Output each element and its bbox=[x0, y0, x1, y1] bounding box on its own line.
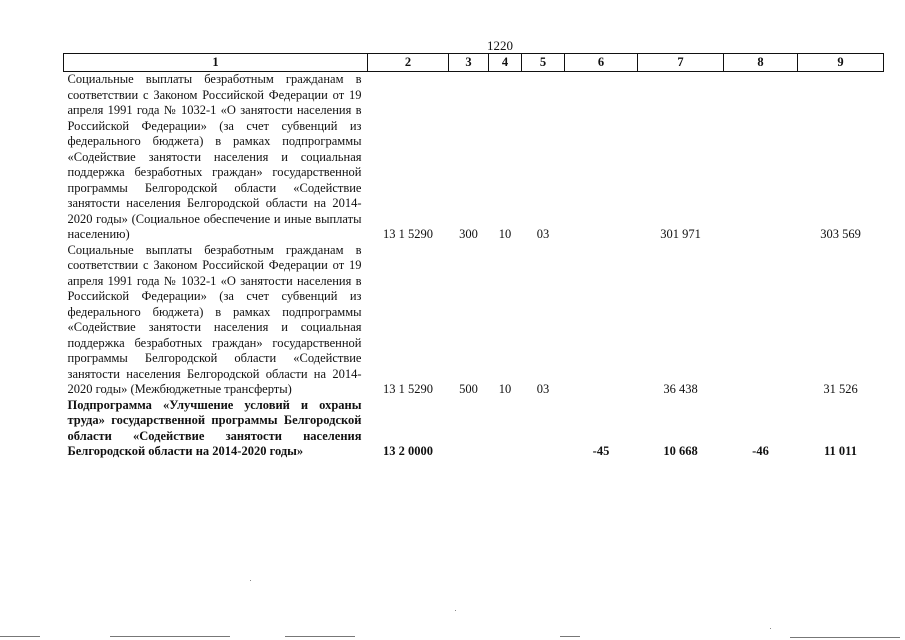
column-header: 6 bbox=[565, 54, 638, 72]
column-header: 3 bbox=[449, 54, 489, 72]
column-header: 5 bbox=[522, 54, 565, 72]
expense-type: 500 bbox=[459, 382, 478, 396]
section: 10 bbox=[498, 382, 512, 396]
change-2017 bbox=[724, 243, 798, 398]
column-header: 1 bbox=[64, 54, 368, 72]
expense-type: 300 bbox=[459, 227, 478, 241]
expense-type bbox=[449, 398, 489, 460]
subsection: 03 bbox=[536, 382, 550, 396]
row-name: Социальные выплаты безработным гражданам в соответствии с Законом Российской Федерации от 19 апреля 1991 года № 1032-1 «О занятости населения в Российской Федерации» (за счет субвенций из федерального бюджета) в рамках подпрограммы «Содействие занятости населения и социальная поддержка безработных граждан» государственной программы Белгородской области «Содействие занятости населения Белгородской области на 2014-2020 годы» (Межбюджетные трансферты) bbox=[67, 242, 362, 396]
table-row bbox=[64, 72, 884, 243]
amount-2016: 301 971 bbox=[660, 227, 701, 241]
table-header-row bbox=[64, 54, 884, 72]
column-header: 2 bbox=[368, 54, 449, 72]
scan-artifact bbox=[0, 636, 40, 637]
scan-speck bbox=[250, 580, 251, 581]
change-2017 bbox=[724, 72, 798, 243]
column-header: 8 bbox=[724, 54, 798, 72]
change-2017: -46 bbox=[752, 444, 769, 458]
column-header: 4 bbox=[489, 54, 522, 72]
amount-2016: 36 438 bbox=[663, 382, 698, 396]
page-number: 1220 bbox=[487, 38, 513, 53]
target-article-code: 13 1 5290 bbox=[383, 227, 433, 241]
table-row bbox=[64, 398, 884, 460]
scan-artifact bbox=[285, 636, 355, 637]
amount-2016: 10 668 bbox=[663, 444, 698, 458]
budget-table bbox=[63, 53, 884, 460]
target-article-code: 13 1 5290 bbox=[383, 382, 433, 396]
change-2016 bbox=[565, 243, 638, 398]
amount-2017: 11 011 bbox=[824, 444, 857, 458]
section: 10 bbox=[498, 227, 512, 241]
amount-2017: 31 526 bbox=[823, 382, 858, 396]
column-header: 9 bbox=[798, 54, 884, 72]
column-header: 7 bbox=[638, 54, 724, 72]
scan-speck bbox=[770, 628, 771, 629]
subsection: 03 bbox=[536, 227, 550, 241]
table-row bbox=[64, 243, 884, 398]
row-name: Подпрограмма «Улучшение условий и охраны труда» государственной программы Белгородской области «Содействие занятости населения Белгородской области на 2014-2020 годы» bbox=[67, 397, 362, 458]
target-article-code: 13 2 0000 bbox=[383, 444, 433, 458]
row-name: Социальные выплаты безработным гражданам в соответствии с Законом Российской Федерации от 19 апреля 1991 года № 1032-1 «О занятости населения в Российской Федерации» (за счет субвенций из федерального бюджета) в рамках подпрограммы «Содействие занятости населения и социальная поддержка безработных граждан» государственной программы Белгородской области «Содействие занятости населения Белгородской области на 2014-2020 годы» (Социальное обеспечение и иные выплаты населению) bbox=[67, 72, 362, 241]
subsection bbox=[522, 398, 565, 460]
change-2016 bbox=[565, 72, 638, 243]
change-2016: -45 bbox=[592, 444, 610, 458]
scan-artifact bbox=[110, 636, 230, 637]
scan-speck bbox=[455, 610, 456, 611]
scan-artifact bbox=[560, 636, 580, 637]
section bbox=[489, 398, 522, 460]
scan-artifact bbox=[790, 637, 900, 638]
amount-2017: 303 569 bbox=[820, 227, 861, 241]
